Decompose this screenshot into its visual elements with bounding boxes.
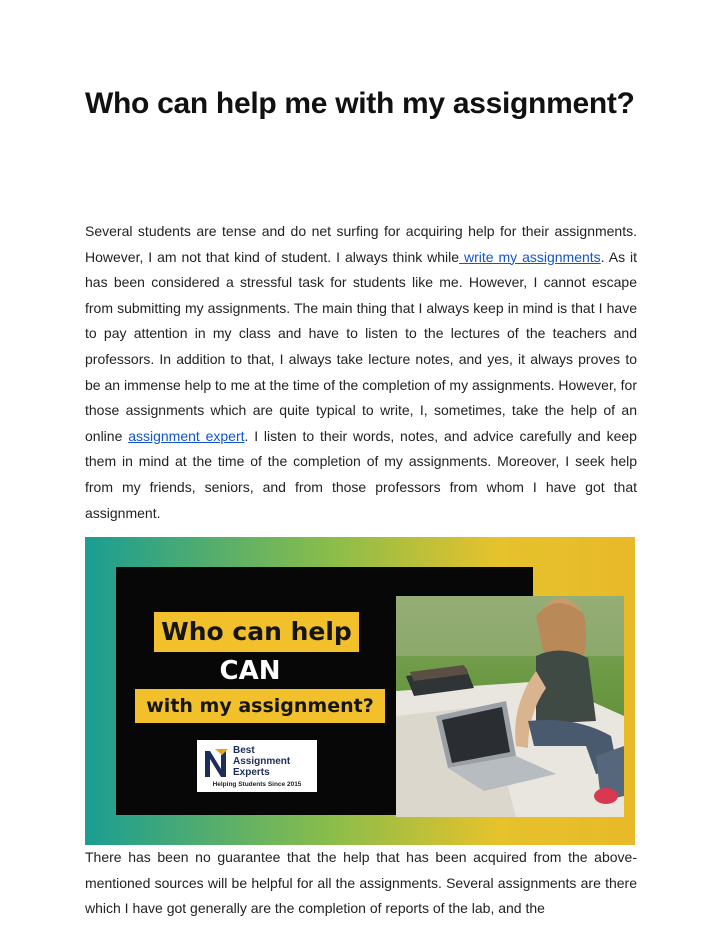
logo-text: Experts [233,767,270,778]
logo-text: Best [233,745,255,756]
logo-text: Assignment [233,756,291,767]
page-title: Who can help me with my assignment? [85,87,635,120]
logo-tagline: Helping Students Since 2015 [212,781,302,788]
best-assignment-experts-logo [197,740,317,792]
banner-line-3: with my assignment? [135,689,385,723]
assignment-expert-link[interactable]: assignment expert [128,427,245,444]
intro-paragraph [85,219,637,526]
banner-image [85,537,635,845]
paragraph-text: . I listen to their words, notes, and advice carefully and keep them in mind at the time of the completion of my assignments. Moreover, I seek help from my friends, seniors, and from those professors from whom I have got that assignment. [85,427,637,521]
write-my-assignments-link[interactable]: write my assignments [459,248,601,265]
student-laptop-photo [396,596,624,817]
closing-paragraph: There has been no guarantee that the help that has been acquired from the above-mentioned sources will be helpful for all the assignments. Several assignments are there which I have got generally are the completion of reports of the lab, and the [85,849,637,917]
paragraph-text: . As it has been considered a stressful task for students like me. However, I cannot escape from submitting my assignments. The main thing that I always keep in mind is that I have to pay attention in my class and have to listen to the lectures of the teachers and professors. In addition to that, I always take lecture notes, and yes, it always proves to be an immense help to me at the time of the completion of my assignments. However, for those assignments which are quite typical to write, I, sometimes, take the help of an online [85,248,638,444]
banner-line-1: Who can help [154,612,359,652]
banner-line-2: CAN [219,656,281,686]
paragraph-text: Several students are tense and do net surfing for acquiring help for their assignments. However, I am not that kind of student. I always think while [85,223,637,265]
logo-mark-icon [203,747,229,779]
student-photo-illustration [396,596,624,817]
